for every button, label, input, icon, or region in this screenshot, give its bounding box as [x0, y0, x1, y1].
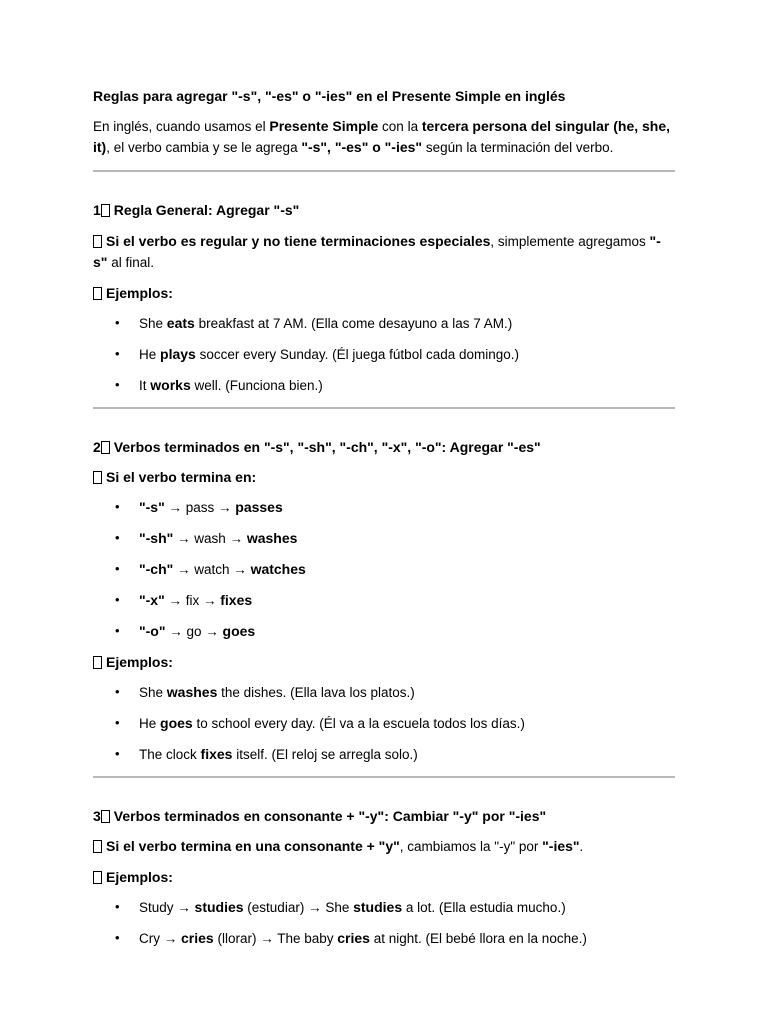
section-divider	[93, 407, 675, 409]
section-1-examples-list	[93, 313, 675, 396]
rule-text: .	[579, 839, 584, 854]
document-title: Reglas para agregar "-s", "-es" o "-ies" en el Presente Simple en inglés	[93, 88, 566, 104]
example-verb: washes	[166, 684, 218, 700]
list-item	[93, 497, 675, 518]
list-item	[93, 928, 675, 949]
section-3-examples-list	[93, 897, 675, 949]
example-text: He	[139, 716, 161, 731]
example-text: It	[139, 378, 151, 393]
base-verb: → wash →	[173, 531, 247, 546]
list-item	[93, 713, 675, 734]
list-item	[93, 744, 675, 765]
example-text: She	[139, 316, 167, 331]
example-text: soccer every Sunday. (Él juega fútbol cada domingo.)	[195, 347, 520, 362]
list-item	[93, 682, 675, 703]
missing-glyph-icon	[93, 871, 102, 884]
example-verb: fixes	[200, 746, 233, 762]
missing-glyph-icon	[93, 235, 102, 248]
section-2-endings-list	[93, 497, 675, 642]
example-text: He	[139, 347, 161, 362]
ending: "-s"	[139, 499, 165, 515]
example-verb: studies	[353, 899, 403, 915]
list-item	[93, 313, 675, 334]
rule-bold: Si el verbo termina en:	[106, 469, 257, 485]
example-verb: goes	[160, 715, 193, 731]
section-1-examples-label	[93, 283, 675, 303]
examples-label-text: Ejemplos:	[106, 654, 173, 670]
example-verb: cries	[181, 930, 214, 946]
section-2-examples-label	[93, 652, 675, 672]
base-verb: → watch →	[173, 562, 251, 577]
list-item	[93, 559, 675, 580]
example-verb: plays	[160, 346, 196, 362]
list-item	[93, 897, 675, 918]
rule-text: al final.	[107, 255, 154, 270]
section-3-examples-label	[93, 867, 675, 887]
section-1-rule	[93, 231, 675, 273]
section-2-heading	[93, 437, 675, 457]
examples-label-text: Ejemplos:	[106, 285, 173, 301]
list-item	[93, 621, 675, 642]
intro-text: , el verbo cambia y se le agrega	[106, 140, 302, 155]
intro-bold: tercera persona del singular (he, she, it)	[93, 118, 671, 155]
result-verb: goes	[222, 623, 256, 639]
example-verb: works	[150, 377, 191, 393]
example-text: Study →	[139, 900, 195, 915]
ending: "-sh"	[139, 530, 174, 546]
result-verb: watches	[250, 561, 306, 577]
missing-glyph-icon	[93, 287, 102, 300]
rule-bold: "-ies"	[542, 838, 580, 854]
rule-bold: Si el verbo termina en una consonante + "y"	[106, 838, 400, 854]
examples-label-text: Ejemplos:	[106, 869, 173, 885]
example-text: the dishes. (Ella lava los platos.)	[217, 685, 415, 700]
intro-bold: "-s", "-es" o "-ies"	[301, 139, 423, 155]
missing-glyph-icon	[93, 656, 102, 669]
intro-text: En inglés, cuando usamos el	[93, 119, 270, 134]
missing-glyph-icon	[101, 204, 110, 217]
section-2-rule	[93, 467, 675, 487]
section-heading-text: Verbos terminados en consonante + "-y": Cambiar "-y" por "-ies"	[113, 808, 547, 824]
section-2-examples-list	[93, 682, 675, 765]
example-text: (llorar) → The baby	[213, 931, 338, 946]
list-item	[93, 590, 675, 611]
section-heading-text: Regla General: Agregar "-s"	[113, 202, 300, 218]
section-number: 1	[93, 202, 101, 218]
rule-text: , simplemente agregamos	[490, 234, 650, 249]
ending: "-x"	[139, 592, 165, 608]
missing-glyph-icon	[101, 441, 110, 454]
example-text: The clock	[139, 747, 201, 762]
ending: "-o"	[139, 623, 166, 639]
list-item	[93, 375, 675, 396]
example-verb: studies	[194, 899, 244, 915]
example-text: Cry →	[139, 931, 181, 946]
missing-glyph-icon	[93, 840, 102, 853]
example-verb: cries	[337, 930, 370, 946]
intro-text: según la terminación del verbo.	[422, 140, 614, 155]
intro-bold: Presente Simple	[269, 118, 379, 134]
list-item	[93, 528, 675, 549]
missing-glyph-icon	[93, 471, 102, 484]
example-text: (estudiar) → She	[243, 900, 354, 915]
example-text: at night. (El bebé llora en la noche.)	[369, 931, 587, 946]
missing-glyph-icon	[101, 810, 110, 823]
section-heading-text: Verbos terminados en "-s", "-sh", "-ch", "-x", "-o": Agregar "-es"	[113, 439, 541, 455]
section-3-heading	[93, 806, 675, 826]
example-text: itself. (El reloj se arregla solo.)	[232, 747, 418, 762]
list-item	[93, 344, 675, 365]
document-content	[93, 86, 675, 949]
intro-text: con la	[378, 119, 422, 134]
rule-text: , cambiamos la "-y" por	[399, 839, 543, 854]
section-number: 2	[93, 439, 101, 455]
ending: "-ch"	[139, 561, 174, 577]
section-divider	[93, 776, 675, 778]
result-verb: passes	[235, 499, 283, 515]
result-verb: fixes	[220, 592, 253, 608]
example-text: to school every day. (Él va a la escuela todos los días.)	[192, 716, 525, 731]
example-text: well. (Funciona bien.)	[190, 378, 323, 393]
section-divider	[93, 170, 675, 172]
base-verb: → fix →	[164, 593, 221, 608]
base-verb: → go →	[165, 624, 223, 639]
example-text: breakfast at 7 AM. (Ella come desayuno a las 7 AM.)	[194, 316, 513, 331]
section-number: 3	[93, 808, 101, 824]
result-verb: washes	[246, 530, 298, 546]
intro-paragraph	[93, 116, 675, 158]
example-text: a lot. (Ella estudia mucho.)	[402, 900, 566, 915]
rule-bold: Si el verbo es regular y no tiene terminaciones especiales	[106, 233, 491, 249]
base-verb: → pass →	[164, 500, 236, 515]
section-1-heading	[93, 200, 675, 220]
example-verb: eats	[166, 315, 195, 331]
rule-bold: "-s"	[93, 233, 661, 270]
example-text: She	[139, 685, 167, 700]
section-3-rule	[93, 836, 675, 857]
